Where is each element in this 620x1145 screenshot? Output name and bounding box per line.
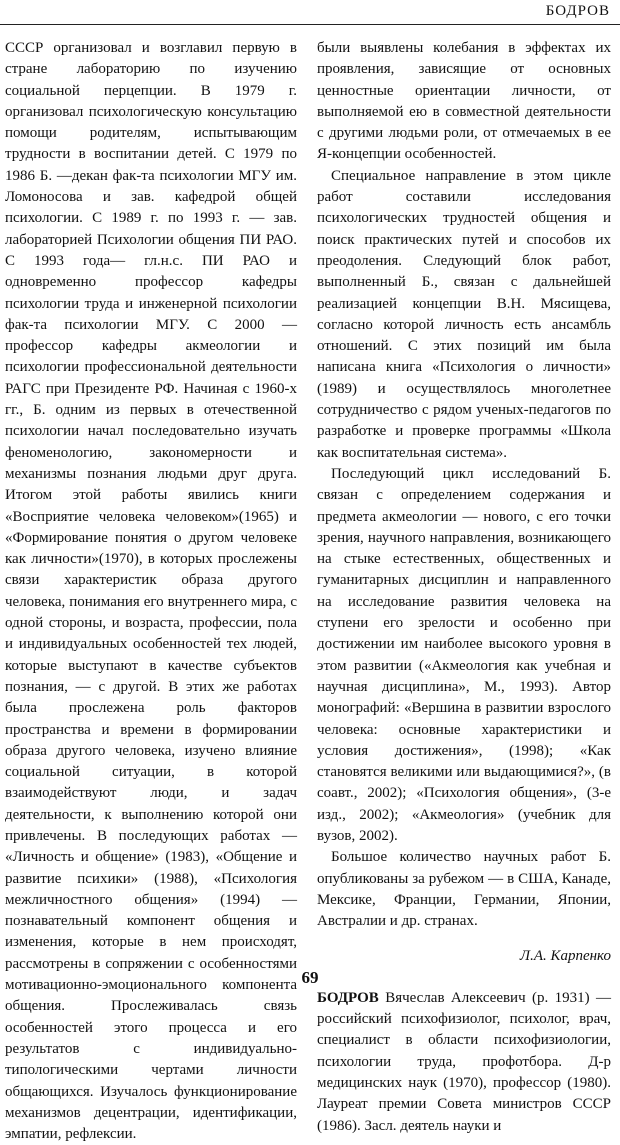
running-head: БОДРОВ [545,3,610,19]
entry-paragraph [317,988,611,1137]
left-column-text: СССР организовал и возглавил первую в стране лабораторию по изучению социальной перцепции. В 1979 г. организовал психологическую консультацию помощи родителям, испытывающим трудности в воспитании детей. С 1979 по 1986 Б. —декан фак-та психологии МГУ им. Ломоносова и зав. кафедрой общей психологии. С 1989 г. по 1993 г. — зав. лабораторией Психологии общения ПИ РАО. С 1993 года— гл.н.с. ПИ РАО и одновременно профессор кафедры психологии труда и инженерной психологии фак-та психологии МГУ. С 2000 — профессор кафедры акмеологии и психологии профессиональной деятельности РАГС при Президенте РФ. Начиная с 1960-х гг., Б. одним из первых в отечественной психологии начал последовательно изучать феноменологию, закономерности и механизмы познания людьми друг друга. Итогом этой работы явились книги «Восприятие человека человеком»(1965) и «Формирование понятия о другом человеке как личности»(1970), в которых прослежены связи характеристик образа другого человека, понимания его внутреннего мира, с одной стороны, и возраста, профессии, пола и индивидуальных особенностей тех людей, которые выступают в качестве субъектов познания, — с другой. В этих же работах была прослежена роль факторов пространства и времени в формировании образа другого человека, изучено влияние социальной ситуации, в которой взаимодействуют люди, и задач деятельности, к выполнению которой они привлечены. В последующих работах — «Личность и общение» (1983), «Общение и развитие психики» (1988), «Психология межличностного общения» (1994) — познавательный компонент общения и изменения, которые в нем происходят, рассмотрены в сопряжении с особенностями мотивационно-эмоционального компонента общения. Прослеживалась связь особенностей этого процесса и его результатов с индивидуально-типологическими чертами личности общающихся. Изучалось функционирование механизмов децентрации, идентификации, эмпатии, рефлексии. [5,40,297,1143]
paragraph: Большое количество научных работ Б. опубликованы за рубежом — в США, Канаде, Мексике, Франции, Германии, Японии, Австралии и др. странах. [317,849,611,930]
entry-headword: БОДРОВ [317,989,379,1006]
paragraph: Последующий цикл исследований Б. связан с определением содержания и предмета акмеологии — нового, с его точки зрения, научного направления, возникающего на стыке естественных, общественных и гуманитарных дисциплин и направленного на исследование развития человека на ступени его зрелости и особенно при достижении им наиболее высокого уровня в этом развитии («Акмеология как учебная и научная дисциплина», М., 1993). Автор монографий: «Вершина в развитии взрослого человека: основные характеристики и условия достижения», (1998); «Как становятся великими или выдающимися?», (в соавт., 2002); «Психология общения», (3-е изд., 2002); «Акмеология» (учебник для вузов, 2002). [317,465,611,844]
paragraph: были выявлены колебания в эффектах их проявления, зависящие от основных ценностные ориентации личности, от выполняемой ею в совместной деятельности с другими людьми роли, от отмечаемых в ее Я-концепции особенностей. [317,40,611,163]
page-header [0,0,620,28]
entry-text: Вячеслав Алексеевич (р. 1931) — российский психофизиолог, психолог, врач, специалист в области психофизиологии, психологии труда, профотбора. Д-р медицинских наук (1970), профессор (1980). Лауреат премии Совета министров СССР (1986). Засл. деятель науки и [317,989,611,1134]
page-number: 69 [301,968,319,987]
paragraph: Специальное направление в этом цикле работ составили исследования психологических трудностей общения и поиск практических путей и способов их преодоления. Следующий блок работ, выполненный Б., связан с дальнейшей реализацией концепции В.Н. Мясищева, согласно которой личность есть ансамбль отношений. С этих позиций им была написана книга «Психология о личности» (1989) и осуществлялось многолетнее сотрудничество с рядом ученых-педагогов по разработке и проверке программы «Школа как воспитательная система». [317,167,611,461]
header-rule [0,24,620,25]
author-signature: Л.А. Карпенко [519,948,611,965]
